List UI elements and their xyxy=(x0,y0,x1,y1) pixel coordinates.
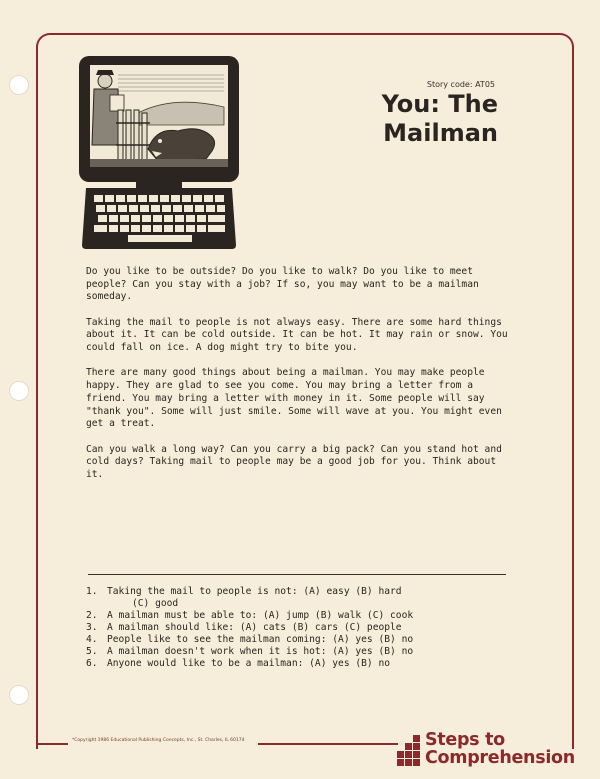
title-line-1: You: The xyxy=(381,90,498,118)
question-text-continued: (C) good xyxy=(132,598,179,609)
binder-hole-middle xyxy=(9,381,29,401)
question-number: 1. xyxy=(86,586,98,597)
story-text xyxy=(86,266,516,494)
logo-line-2: Comprehension xyxy=(425,748,575,768)
story-paragraph: There are many good things about being a mailman. You may make people happy. They are glad to see you come. You may bring a letter from a friend. You may bring a letter with money in it. Some people will say "thank you". Some will just smile. Some will wave at you. You might even get a treat. xyxy=(86,367,502,430)
divider xyxy=(88,574,506,575)
steps-icon xyxy=(397,731,421,767)
frame-bottom-mid xyxy=(258,743,398,745)
publisher-logo xyxy=(397,731,575,767)
copyright-notice: *Copyright 1986 Educational Publishing Concepts, Inc., St. Charles, IL 60174 xyxy=(72,738,245,743)
story-paragraph: Do you like to be outside? Do you like to walk? Do you like to meet people? Can you stay with a job? If so, you may want to be a mailman someday. xyxy=(86,266,479,303)
question-text: A mailman must be able to: (A) jump (B) walk (C) cook xyxy=(107,610,414,621)
question-text: Taking the mail to people is not: (A) easy (B) hard xyxy=(107,586,402,597)
question-text: A mailman doesn't work when it is hot: (A) yes (B) no xyxy=(107,646,414,657)
binder-hole-bottom xyxy=(9,685,29,705)
binder-hole-top xyxy=(9,75,29,95)
story-code: Story code: AT05 xyxy=(426,80,495,89)
question-item xyxy=(86,658,516,670)
logo-line-1: Steps to xyxy=(425,730,505,750)
question-number: 6. xyxy=(86,658,98,669)
question-item xyxy=(86,586,516,610)
page-title xyxy=(330,90,498,148)
question-item xyxy=(86,646,516,658)
question-text: A mailman should like: (A) cats (B) cars (C) people xyxy=(107,622,402,633)
computer-mailman-dog-illustration xyxy=(78,55,240,251)
question-item xyxy=(86,634,516,646)
question-list xyxy=(86,586,516,670)
question-item xyxy=(86,610,516,622)
question-text: Anyone would like to be a mailman: (A) yes (B) no xyxy=(107,658,391,669)
question-number: 4. xyxy=(86,634,98,645)
question-item xyxy=(86,622,516,634)
question-number: 5. xyxy=(86,646,98,657)
frame-bottom-left xyxy=(36,743,68,745)
question-number: 2. xyxy=(86,610,98,621)
question-text: People like to see the mailman coming: (A) yes (B) no xyxy=(107,634,414,645)
story-paragraph: Taking the mail to people is not always easy. There are some hard things about it. It can be cold outside. It can be hot. It may rain or snow. You could fall on ice. A dog might try to bite you. xyxy=(86,316,508,354)
title-line-2: Mailman xyxy=(383,119,498,147)
question-number: 3. xyxy=(86,622,98,633)
story-paragraph: Can you walk a long way? Can you carry a big pack? Can you stand hot and cold days? Taking mail to people may be a good job for you. Think about it. xyxy=(86,443,502,480)
